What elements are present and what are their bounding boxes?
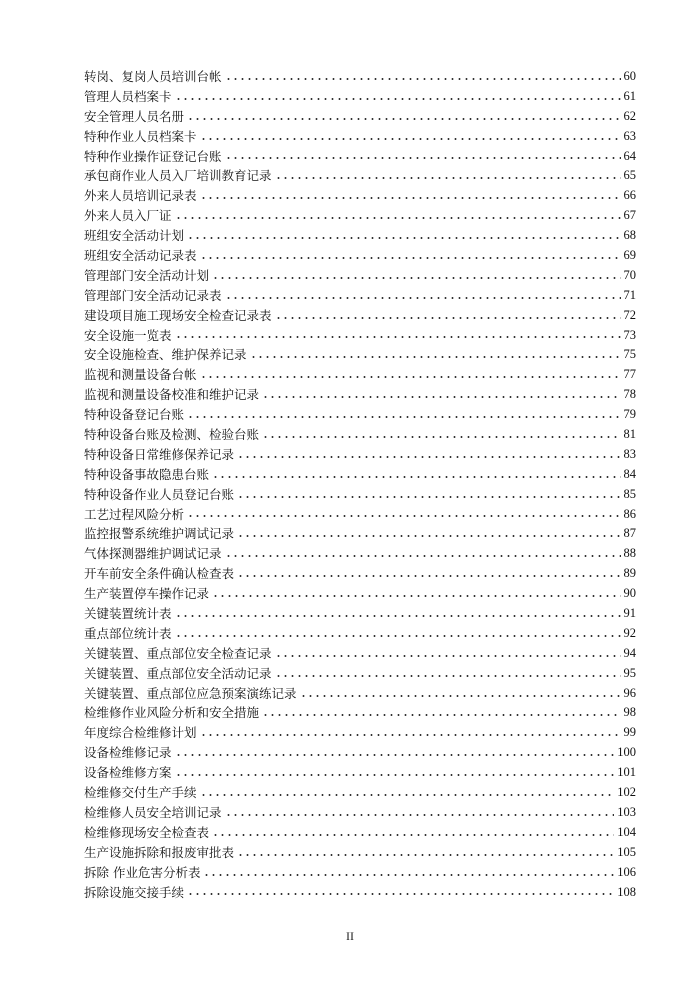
toc-entry-title: 管理部门安全活动记录表 — [84, 287, 222, 303]
toc-entry-title: 特种设备作业人员登记台账 — [84, 486, 235, 502]
toc-entry[interactable] — [84, 544, 636, 564]
toc-entry-page: 87 — [623, 526, 636, 541]
toc-dot-leader — [203, 872, 614, 878]
toc-entry-title: 检维修作业风险分析和安全措施 — [84, 705, 260, 721]
toc-dot-leader — [200, 374, 621, 380]
toc-entry-title: 关键装置统计表 — [84, 606, 172, 622]
toc-dot-leader — [187, 116, 620, 122]
toc-entry[interactable] — [84, 465, 636, 485]
toc-entry-page: 83 — [623, 446, 636, 461]
toc-entry-page: 81 — [623, 427, 636, 442]
toc-entry-title: 特种作业操作证登记台账 — [84, 148, 222, 164]
toc-entry-title: 重点部位统计表 — [84, 625, 172, 641]
toc-entry-title: 年度综合检维修计划 — [84, 725, 197, 741]
toc-entry-page: 85 — [623, 486, 636, 501]
toc-dot-leader — [275, 175, 621, 181]
toc-entry-page: 102 — [617, 785, 636, 800]
toc-entry[interactable] — [84, 166, 636, 186]
toc-entry-title: 特种设备事故隐患台账 — [84, 466, 210, 482]
toc-dot-leader — [262, 394, 620, 400]
toc-entry-title: 生产设施拆除和报废审批表 — [84, 844, 235, 860]
toc-dot-leader — [212, 275, 620, 281]
toc-entry-title: 安全管理人员名册 — [84, 108, 185, 124]
toc-dot-leader — [300, 693, 621, 699]
toc-entry-page: 66 — [623, 188, 636, 203]
toc-entry[interactable] — [84, 266, 636, 286]
toc-entry-page: 95 — [623, 665, 636, 680]
toc-entry[interactable] — [84, 147, 636, 167]
toc-entry-page: 105 — [617, 844, 636, 859]
toc-entry-title: 外来人员入厂证 — [84, 208, 172, 224]
toc-dot-leader — [187, 235, 620, 241]
toc-entry-title: 班组安全活动记录表 — [84, 248, 197, 263]
toc-entry-title: 生产装置停车操作记录 — [84, 586, 210, 602]
toc-entry[interactable] — [84, 67, 636, 87]
page-number: II — [346, 929, 354, 943]
toc-entry-page: 101 — [617, 765, 636, 780]
toc-entry-title: 设备检维修记录 — [84, 745, 172, 761]
toc-dot-leader — [175, 96, 621, 102]
toc-dot-leader — [275, 653, 621, 659]
toc-entry-title: 检维修现场安全检查表 — [84, 824, 210, 840]
toc-entry-title: 安全设施检查、维护保养记录 — [84, 347, 247, 363]
toc-entry-page: 63 — [623, 128, 636, 143]
toc-dot-leader — [237, 454, 620, 460]
toc-dot-leader — [225, 553, 621, 559]
toc-entry[interactable] — [84, 405, 636, 425]
toc-entry-page: 100 — [617, 745, 636, 760]
toc-entry[interactable] — [84, 783, 636, 803]
toc-dot-leader — [225, 76, 621, 82]
toc-entry-page: 69 — [623, 248, 636, 262]
toc-entry-title: 承包商作业人员入厂培训教育记录 — [84, 168, 272, 184]
toc-entry-page: 103 — [617, 804, 636, 819]
toc-entry-title: 外来人员培训记录表 — [84, 188, 197, 204]
toc-dot-leader — [237, 494, 620, 500]
toc-entry-title: 关键装置、重点部位安全检查记录 — [84, 645, 272, 661]
toc-entry-page: 60 — [623, 68, 636, 83]
toc-dot-leader — [200, 732, 621, 738]
toc-entry[interactable] — [84, 206, 636, 226]
toc-entry-page: 88 — [623, 546, 636, 561]
toc-entry[interactable] — [84, 485, 636, 505]
toc-entry-page: 75 — [623, 347, 636, 362]
toc-entry[interactable] — [84, 743, 636, 763]
toc-entry-page: 98 — [623, 705, 636, 720]
toc-entry[interactable] — [84, 524, 636, 544]
toc-entry[interactable] — [84, 584, 636, 604]
toc-dot-leader — [225, 155, 621, 161]
toc-dot-leader — [237, 533, 620, 539]
toc-entry[interactable] — [84, 87, 636, 107]
toc-entry-page: 92 — [623, 625, 636, 640]
toc-entry[interactable] — [84, 723, 636, 743]
toc-entry-page: 61 — [623, 88, 636, 103]
toc-dot-leader — [275, 315, 621, 321]
toc-entry-page: 84 — [623, 466, 636, 481]
toc-entry-title: 气体探测器维护调试记录 — [84, 546, 222, 562]
toc-entry-page: 67 — [623, 208, 636, 223]
toc-dot-leader — [262, 434, 620, 440]
toc-dot-leader — [237, 573, 620, 579]
toc-entry[interactable] — [84, 385, 636, 405]
toc-entry-page: 91 — [623, 606, 636, 621]
toc-entry-title: 监视和测量设备台帐 — [84, 367, 197, 383]
toc-dot-leader — [225, 295, 621, 301]
toc-entry[interactable] — [84, 246, 636, 266]
toc-entry[interactable] — [84, 644, 636, 664]
toc-entry-title: 工艺过程风险分析 — [84, 506, 185, 522]
toc-entry[interactable] — [84, 226, 636, 246]
toc-entry-title: 安全设施一览表 — [84, 327, 172, 343]
toc-entry[interactable] — [84, 604, 636, 624]
toc-entry[interactable] — [84, 823, 636, 843]
toc-entry-page: 68 — [623, 228, 636, 243]
toc-entry-page: 99 — [623, 725, 636, 740]
toc-dot-leader — [200, 255, 621, 261]
toc-entry-page: 90 — [623, 586, 636, 601]
toc-entry-page: 73 — [623, 327, 636, 342]
toc-entry[interactable] — [84, 803, 636, 823]
toc-dot-leader — [187, 414, 620, 420]
toc-dot-leader — [212, 474, 620, 480]
toc-entry-page: 77 — [623, 367, 636, 382]
toc-entry-page: 89 — [623, 566, 636, 581]
toc-entry-title: 特种设备日常维修保养记录 — [84, 446, 235, 462]
toc-dot-leader — [275, 673, 621, 679]
toc-entry-page: 86 — [623, 506, 636, 521]
toc-dot-leader — [200, 136, 621, 142]
toc-entry[interactable] — [84, 505, 636, 525]
toc-dot-leader — [175, 772, 615, 778]
toc-entry-title: 检维修交付生产手续 — [84, 785, 197, 801]
toc-entry-title: 检维修人员安全培训记录 — [84, 804, 222, 820]
toc-entry[interactable] — [84, 365, 636, 385]
toc-entry[interactable] — [84, 883, 636, 903]
toc-entry-title: 拆除设施交接手续 — [84, 884, 185, 900]
toc-entry[interactable] — [84, 684, 636, 704]
toc-entry[interactable] — [84, 704, 636, 724]
toc-entry-page: 64 — [623, 148, 636, 163]
toc-entry-page: 96 — [623, 685, 636, 700]
toc-dot-leader — [237, 852, 614, 858]
toc-entry-title: 关键装置、重点部位安全活动记录 — [84, 665, 272, 681]
toc-entry-title: 特种作业人员档案卡 — [84, 128, 197, 144]
toc-dot-leader — [200, 792, 615, 798]
toc-entry[interactable] — [84, 345, 636, 365]
toc-entry-page: 72 — [623, 307, 636, 322]
toc-dot-leader — [225, 812, 615, 818]
toc-dot-leader — [262, 712, 620, 718]
toc-dot-leader — [200, 195, 621, 201]
toc-entry-title: 建设项目施工现场安全检查记录表 — [84, 307, 272, 323]
toc-entry[interactable] — [84, 763, 636, 783]
toc-entry-title: 拆除 作业危害分析表 — [84, 864, 201, 880]
toc-entry[interactable] — [84, 107, 636, 127]
table-of-contents — [84, 67, 636, 902]
toc-dot-leader — [175, 334, 621, 340]
toc-entry-title: 关键装置、重点部位应急预案演练记录 — [84, 685, 297, 701]
toc-entry[interactable] — [84, 306, 636, 326]
toc-entry-page: 78 — [623, 387, 636, 402]
toc-entry[interactable] — [84, 286, 636, 306]
toc-entry-page: 71 — [623, 287, 636, 302]
toc-entry-page: 94 — [623, 645, 636, 660]
toc-entry[interactable] — [84, 127, 636, 147]
toc-dot-leader — [187, 891, 614, 897]
toc-entry[interactable] — [84, 624, 636, 644]
toc-entry-title: 监视和测量设备校准和维护记录 — [84, 387, 260, 403]
toc-entry-title: 班组安全活动计划 — [84, 228, 185, 244]
toc-entry[interactable] — [84, 326, 636, 346]
toc-entry-page: 108 — [617, 884, 636, 899]
toc-dot-leader — [175, 613, 621, 619]
toc-dot-leader — [212, 593, 620, 599]
toc-dot-leader — [250, 354, 621, 360]
toc-entry[interactable] — [84, 843, 636, 863]
toc-entry-title: 设备检维修方案 — [84, 765, 172, 781]
toc-entry-page: 70 — [623, 267, 636, 282]
toc-entry-title: 特种设备登记台账 — [84, 407, 185, 423]
toc-entry-title: 监控报警系统维护调试记录 — [84, 526, 235, 542]
toc-dot-leader — [212, 832, 614, 838]
toc-entry-page: 104 — [617, 824, 636, 839]
toc-entry-page: 62 — [623, 108, 636, 123]
toc-entry[interactable] — [84, 445, 636, 465]
toc-entry-title: 管理部门安全活动计划 — [84, 267, 210, 283]
toc-entry[interactable] — [84, 186, 636, 206]
toc-entry[interactable] — [84, 425, 636, 445]
toc-entry[interactable] — [84, 863, 636, 883]
toc-dot-leader — [175, 752, 615, 758]
toc-entry-page: 79 — [623, 407, 636, 422]
toc-entry[interactable] — [84, 664, 636, 684]
toc-dot-leader — [175, 633, 621, 639]
toc-entry-title: 转岗、复岗人员培训台帐 — [84, 68, 222, 84]
toc-entry-page: 65 — [623, 168, 636, 183]
toc-dot-leader — [187, 513, 620, 519]
toc-entry-title: 开车前安全条件确认检查表 — [84, 566, 235, 582]
toc-entry-page: 106 — [617, 864, 636, 879]
toc-entry-title: 特种设备台账及检测、检验台账 — [84, 427, 260, 443]
toc-entry[interactable] — [84, 564, 636, 584]
toc-entry-title: 管理人员档案卡 — [84, 88, 172, 104]
toc-dot-leader — [175, 215, 621, 221]
